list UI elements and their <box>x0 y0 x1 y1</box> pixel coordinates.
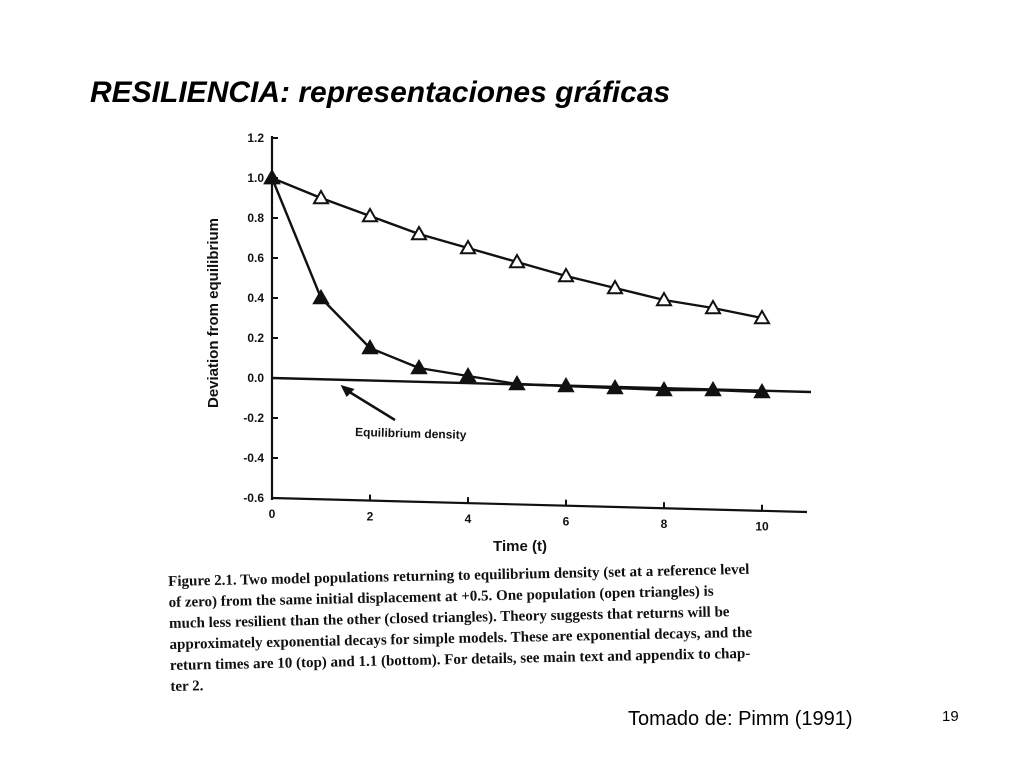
source-citation: Tomado de: Pimm (1991) <box>628 708 853 730</box>
slide-title: RESILIENCIA: representaciones gráficas <box>90 76 671 109</box>
y-tick-label: -0.2 <box>243 411 264 425</box>
y-tick-label: 0.8 <box>247 211 264 225</box>
caption-line: of zero) from the same initial displacement at +0.5. One population (open triangles) is <box>168 583 714 611</box>
chart-series <box>272 178 811 392</box>
x-tick-label: 2 <box>366 509 374 524</box>
x-axis-line <box>272 498 807 512</box>
x-tick-label: 6 <box>562 514 570 529</box>
annotation-arrow-line <box>345 389 395 420</box>
caption-line: ter 2. <box>170 678 204 695</box>
y-tick-label: 0.6 <box>247 251 264 265</box>
y-tick-label: 0.2 <box>247 331 264 345</box>
series-line-0 <box>272 178 762 318</box>
chart-annotations <box>341 385 467 442</box>
caption-line: Figure 2.1. Two model populations returning to equilibrium density (set at a reference level <box>168 561 750 590</box>
y-axis-label: Deviation from equilibrium <box>205 217 222 409</box>
y-tick-label: 0.4 <box>247 291 264 305</box>
x-tick-label: 0 <box>268 507 276 521</box>
closed-triangle-point <box>314 291 328 303</box>
caption-line: approximately exponential decays for simple models. These are exponential decays, and the <box>169 624 753 653</box>
y-tick-label: 0.0 <box>247 371 264 385</box>
x-tick-label: 4 <box>464 512 472 527</box>
y-tick-label: -0.6 <box>243 491 264 505</box>
annotation-label: Equilibrium density <box>354 425 467 442</box>
x-tick-label: 10 <box>755 519 769 534</box>
y-tick-label: -0.4 <box>243 451 264 465</box>
figure-caption <box>168 557 900 698</box>
x-axis-label: Time (t) <box>493 538 547 555</box>
series-line-1 <box>272 178 762 392</box>
x-tick-label: 8 <box>660 517 668 532</box>
chart-axes <box>205 136 807 555</box>
caption-line: much less resilient than the other (closed triangles). Theory suggests that returns will be <box>168 604 730 632</box>
page-number: 19 <box>942 708 959 725</box>
caption-line: return times are 10 (top) and 1.1 (bottom). For details, see main text and appendix to chap- <box>169 645 751 674</box>
y-tick-label: 1.2 <box>247 131 264 145</box>
y-tick-label: 1.0 <box>247 171 264 185</box>
